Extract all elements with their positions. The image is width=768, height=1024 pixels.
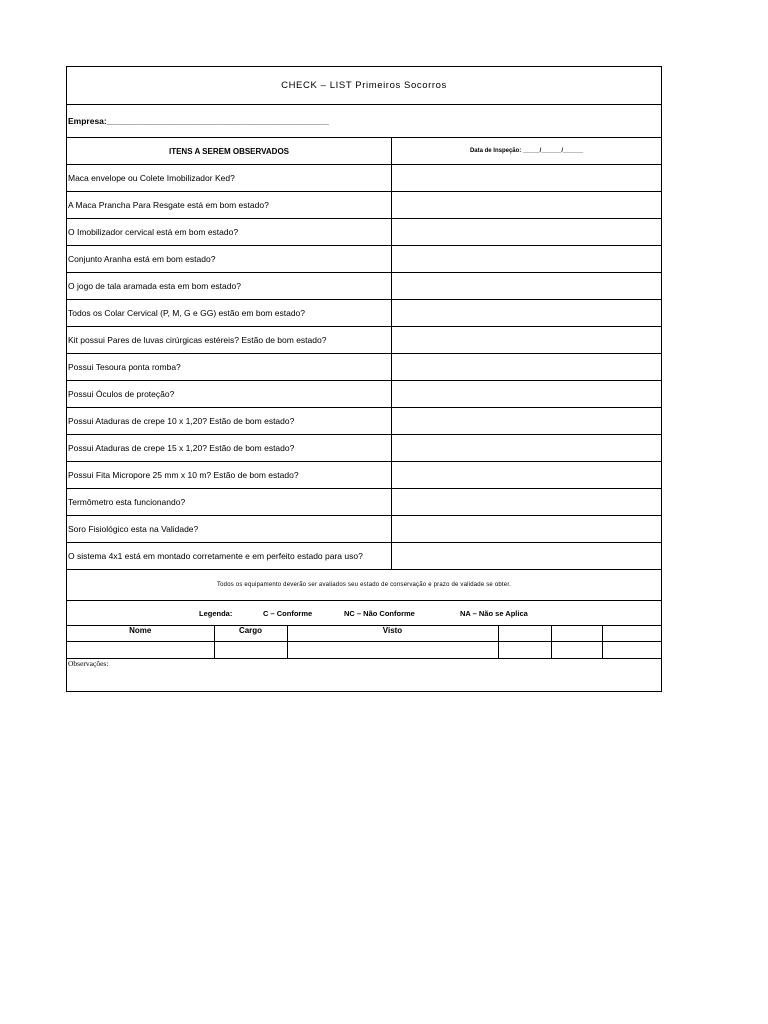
- checklist-row: [67, 381, 661, 408]
- checklist-row: [67, 543, 661, 570]
- checklist-row: [67, 462, 661, 489]
- checklist-question: O sistema 4x1 está em montado corretamente e em perfeito estado para uso?: [67, 543, 392, 569]
- checklist-answer-cell[interactable]: [392, 327, 661, 353]
- checklist-row: [67, 300, 661, 327]
- extra-header-2: [551, 626, 602, 642]
- checklist-row: [67, 354, 661, 381]
- checklist-answer-cell[interactable]: [392, 300, 661, 326]
- items-header: ITENS A SEREM OBSERVADOS: [67, 138, 392, 164]
- extra-header-1: [498, 626, 551, 642]
- form-title: CHECK – LIST Primeiros Socorros: [67, 67, 661, 105]
- empresa-field[interactable]: Empresa:_______________________________________________: [67, 105, 661, 138]
- checklist-answer-cell[interactable]: [392, 435, 661, 461]
- checklist-question: Possui Fita Micropore 25 mm x 10 m? Estão de bom estado?: [67, 462, 392, 488]
- legend-nao-se-aplica: NA – Não se Aplica: [460, 608, 528, 618]
- cargo-header: Cargo: [214, 626, 287, 642]
- visto-header: Visto: [287, 626, 498, 642]
- checklist-row: [67, 489, 661, 516]
- table-header: [67, 138, 661, 165]
- checklist-answer-cell[interactable]: [392, 165, 661, 191]
- evaluation-note: Todos os equipamento deverão ser avaliados seu estado de conservação e prazo de validade se obter.: [67, 569, 661, 601]
- checklist-row: [67, 516, 661, 543]
- legend-nao-conforme: NC – Não Conforme: [344, 608, 415, 618]
- checklist-answer-cell[interactable]: [392, 219, 661, 245]
- signature-table: [67, 626, 661, 659]
- checklist-row: [67, 408, 661, 435]
- legend: [67, 601, 661, 626]
- extra-cell-1[interactable]: [498, 642, 551, 659]
- checklist-form: [66, 66, 662, 692]
- nome-cell[interactable]: [67, 642, 214, 659]
- nome-header: Nome: [67, 626, 214, 642]
- checklist-answer-cell[interactable]: [392, 543, 661, 569]
- checklist-answer-cell[interactable]: [392, 192, 661, 218]
- checklist-row: [67, 273, 661, 300]
- extra-cell-2[interactable]: [551, 642, 602, 659]
- checklist-question: Maca envelope ou Colete Imobilizador Ked?: [67, 165, 392, 191]
- checklist-row: [67, 192, 661, 219]
- observacoes-label: Observações:: [68, 659, 109, 668]
- checklist-question: A Maca Prancha Para Resgate está em bom estado?: [67, 192, 392, 218]
- extra-header-3: [602, 626, 661, 642]
- checklist-question: Conjunto Aranha está em bom estado?: [67, 246, 392, 272]
- checklist-row: [67, 327, 661, 354]
- checklist-row: [67, 246, 661, 273]
- visto-cell[interactable]: [287, 642, 498, 659]
- extra-cell-3[interactable]: [602, 642, 661, 659]
- checklist-row: [67, 165, 661, 192]
- checklist-question: Kit possui Pares de luvas cirúrgicas estéreis? Estão de bom estado?: [67, 327, 392, 353]
- checklist-row: [67, 435, 661, 462]
- checklist-answer-cell[interactable]: [392, 489, 661, 515]
- checklist-answer-cell[interactable]: [392, 381, 661, 407]
- checklist-answer-cell[interactable]: [392, 462, 661, 488]
- legend-conforme: C – Conforme: [263, 608, 313, 618]
- checklist-answer-cell[interactable]: [392, 273, 661, 299]
- checklist-question: Possui Ataduras de crepe 15 x 1,20? Estão de bom estado?: [67, 435, 392, 461]
- checklist-answer-cell[interactable]: [392, 354, 661, 380]
- cargo-cell[interactable]: [214, 642, 287, 659]
- checklist-row: [67, 219, 661, 246]
- checklist-answer-cell[interactable]: [392, 516, 661, 542]
- checklist-question: O jogo de tala aramada esta em bom estado?: [67, 273, 392, 299]
- checklist-question: Termômetro esta funcionando?: [67, 489, 392, 515]
- checklist-question: Possui Tesoura ponta romba?: [67, 354, 392, 380]
- checklist-question: Possui Óculos de proteção?: [67, 381, 392, 407]
- inspection-date-field[interactable]: Data de Inspeção: _____/______/______: [469, 148, 584, 154]
- checklist-answer-cell[interactable]: [392, 408, 661, 434]
- checklist-question: Possui Ataduras de crepe 10 x 1,20? Estão de bom estado?: [67, 408, 392, 434]
- legend-label: Legenda:: [199, 608, 233, 618]
- checklist-question: Todos os Colar Cervical (P, M, G e GG) estão em bom estado?: [67, 300, 392, 326]
- checklist-question: O Imobilizador cervical está em bom estado?: [67, 219, 392, 245]
- checklist-question: Soro Fisiológico esta na Validade?: [67, 516, 392, 542]
- checklist-answer-cell[interactable]: [392, 246, 661, 272]
